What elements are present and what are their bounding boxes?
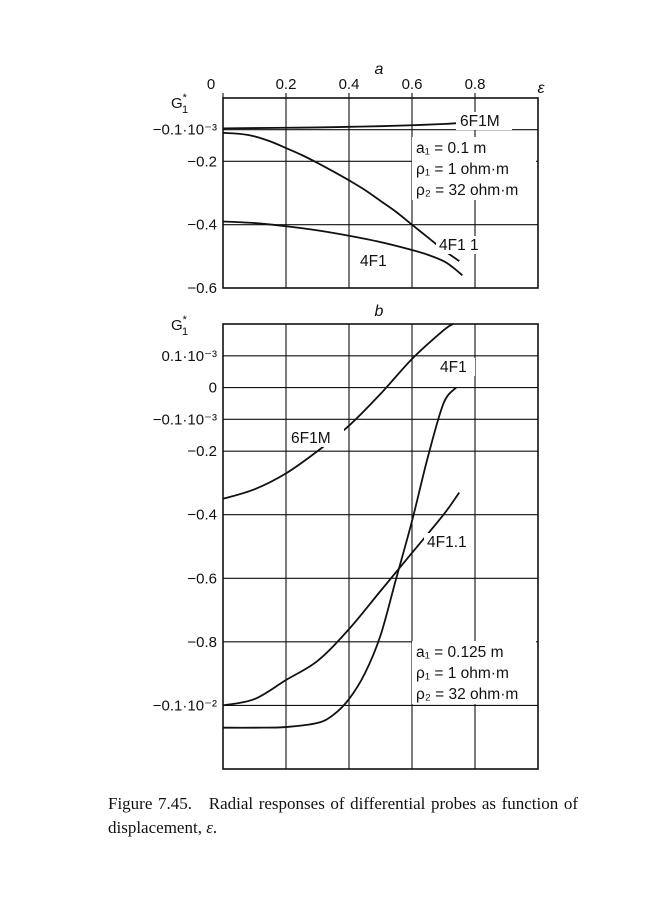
panel-b-series-6f1m-line [223,324,453,499]
panel-b-y-tick-label-6: −0.8 [187,633,217,651]
caption-text: Radial responses of differential probes as function of displacement, [108,794,579,837]
panel-a-y-tick-label-2: −0.4 [187,216,217,234]
panel-a-param-a1: a₁ = 0.1 m [416,140,487,157]
panel-b [153,303,538,769]
series-label-4f1-b: 4F1 [440,359,467,376]
caption-symbol: ε [206,818,213,837]
panel-b-y-tick-label-4: −0.4 [187,506,217,524]
panel-a-letter: a [374,61,384,78]
panel-a-x-tick-label-1: 0.2 [275,76,297,93]
panel-a-x-tick-label-4: 0.8 [464,76,486,93]
panel-a-y-tick-label-1: −0.2 [187,153,217,171]
figure-caption [108,792,578,840]
panel-b-param-rho2: ρ₂ = 32 ohm·m [416,686,519,703]
panel-b-param-rho1: ρ₁ = 1 ohm·m [416,665,509,682]
series-label-4f1-a: 4F1 [360,253,387,270]
panel-b-annotation [412,641,536,704]
panel-b-y-tick-label-2: −0.1·10⁻³ [152,411,217,429]
panel-a-x-tick-label-0: 0 [206,76,216,93]
panel-a [153,61,546,297]
caption-end: . [212,818,218,837]
panel-a-series-6f1m-line [223,123,459,128]
panel-a-param-rho2: ρ₂ = 32 ohm·m [416,182,519,199]
panel-b-letter: b [374,303,384,320]
caption-label: Figure 7.45. [108,794,192,813]
series-label-6f1m-a: 6F1M [460,113,500,130]
panel-a-x-tick-label-2: 0.4 [338,76,360,93]
panel-b-y-tick-label-5: −0.6 [187,570,217,588]
panel-a-x-axis-label: ε [537,80,545,97]
panel-a-y-axis-label: G* 1 [171,92,189,116]
panel-a-annotation [412,137,536,200]
series-label-4f11-a: 4F1 1 [439,237,479,254]
panel-a-param-rho1: ρ₁ = 1 ohm·m [416,161,509,178]
series-label-4f11-b: 4F1.1 [427,534,467,551]
panel-b-param-a1: a₁ = 0.125 m [416,644,504,661]
panel-a-x-ticks [207,76,486,98]
panel-b-y-tick-label-7: −0.1·10⁻² [152,697,217,715]
panel-b-y-tick-label-1: 0 [208,379,217,397]
panel-a-series-4f1-line [223,222,462,276]
panel-b-y-ticks [153,348,217,715]
panel-a-x-tick-label-3: 0.6 [401,76,423,93]
panel-a-y-ticks [153,122,217,297]
panel-b-series-labels [288,358,475,551]
panel-a-y-tick-label-0: −0.1·10⁻³ [152,121,217,139]
panel-b-y-axis-label: G* 1 [171,314,189,338]
panel-b-y-tick-label-3: −0.2 [187,443,217,461]
panel-b-y-tick-label-0: 0.1·10⁻³ [161,347,217,365]
panel-a-y-tick-label-3: −0.6 [187,280,217,297]
series-label-6f1m-b: 6F1M [291,430,331,447]
